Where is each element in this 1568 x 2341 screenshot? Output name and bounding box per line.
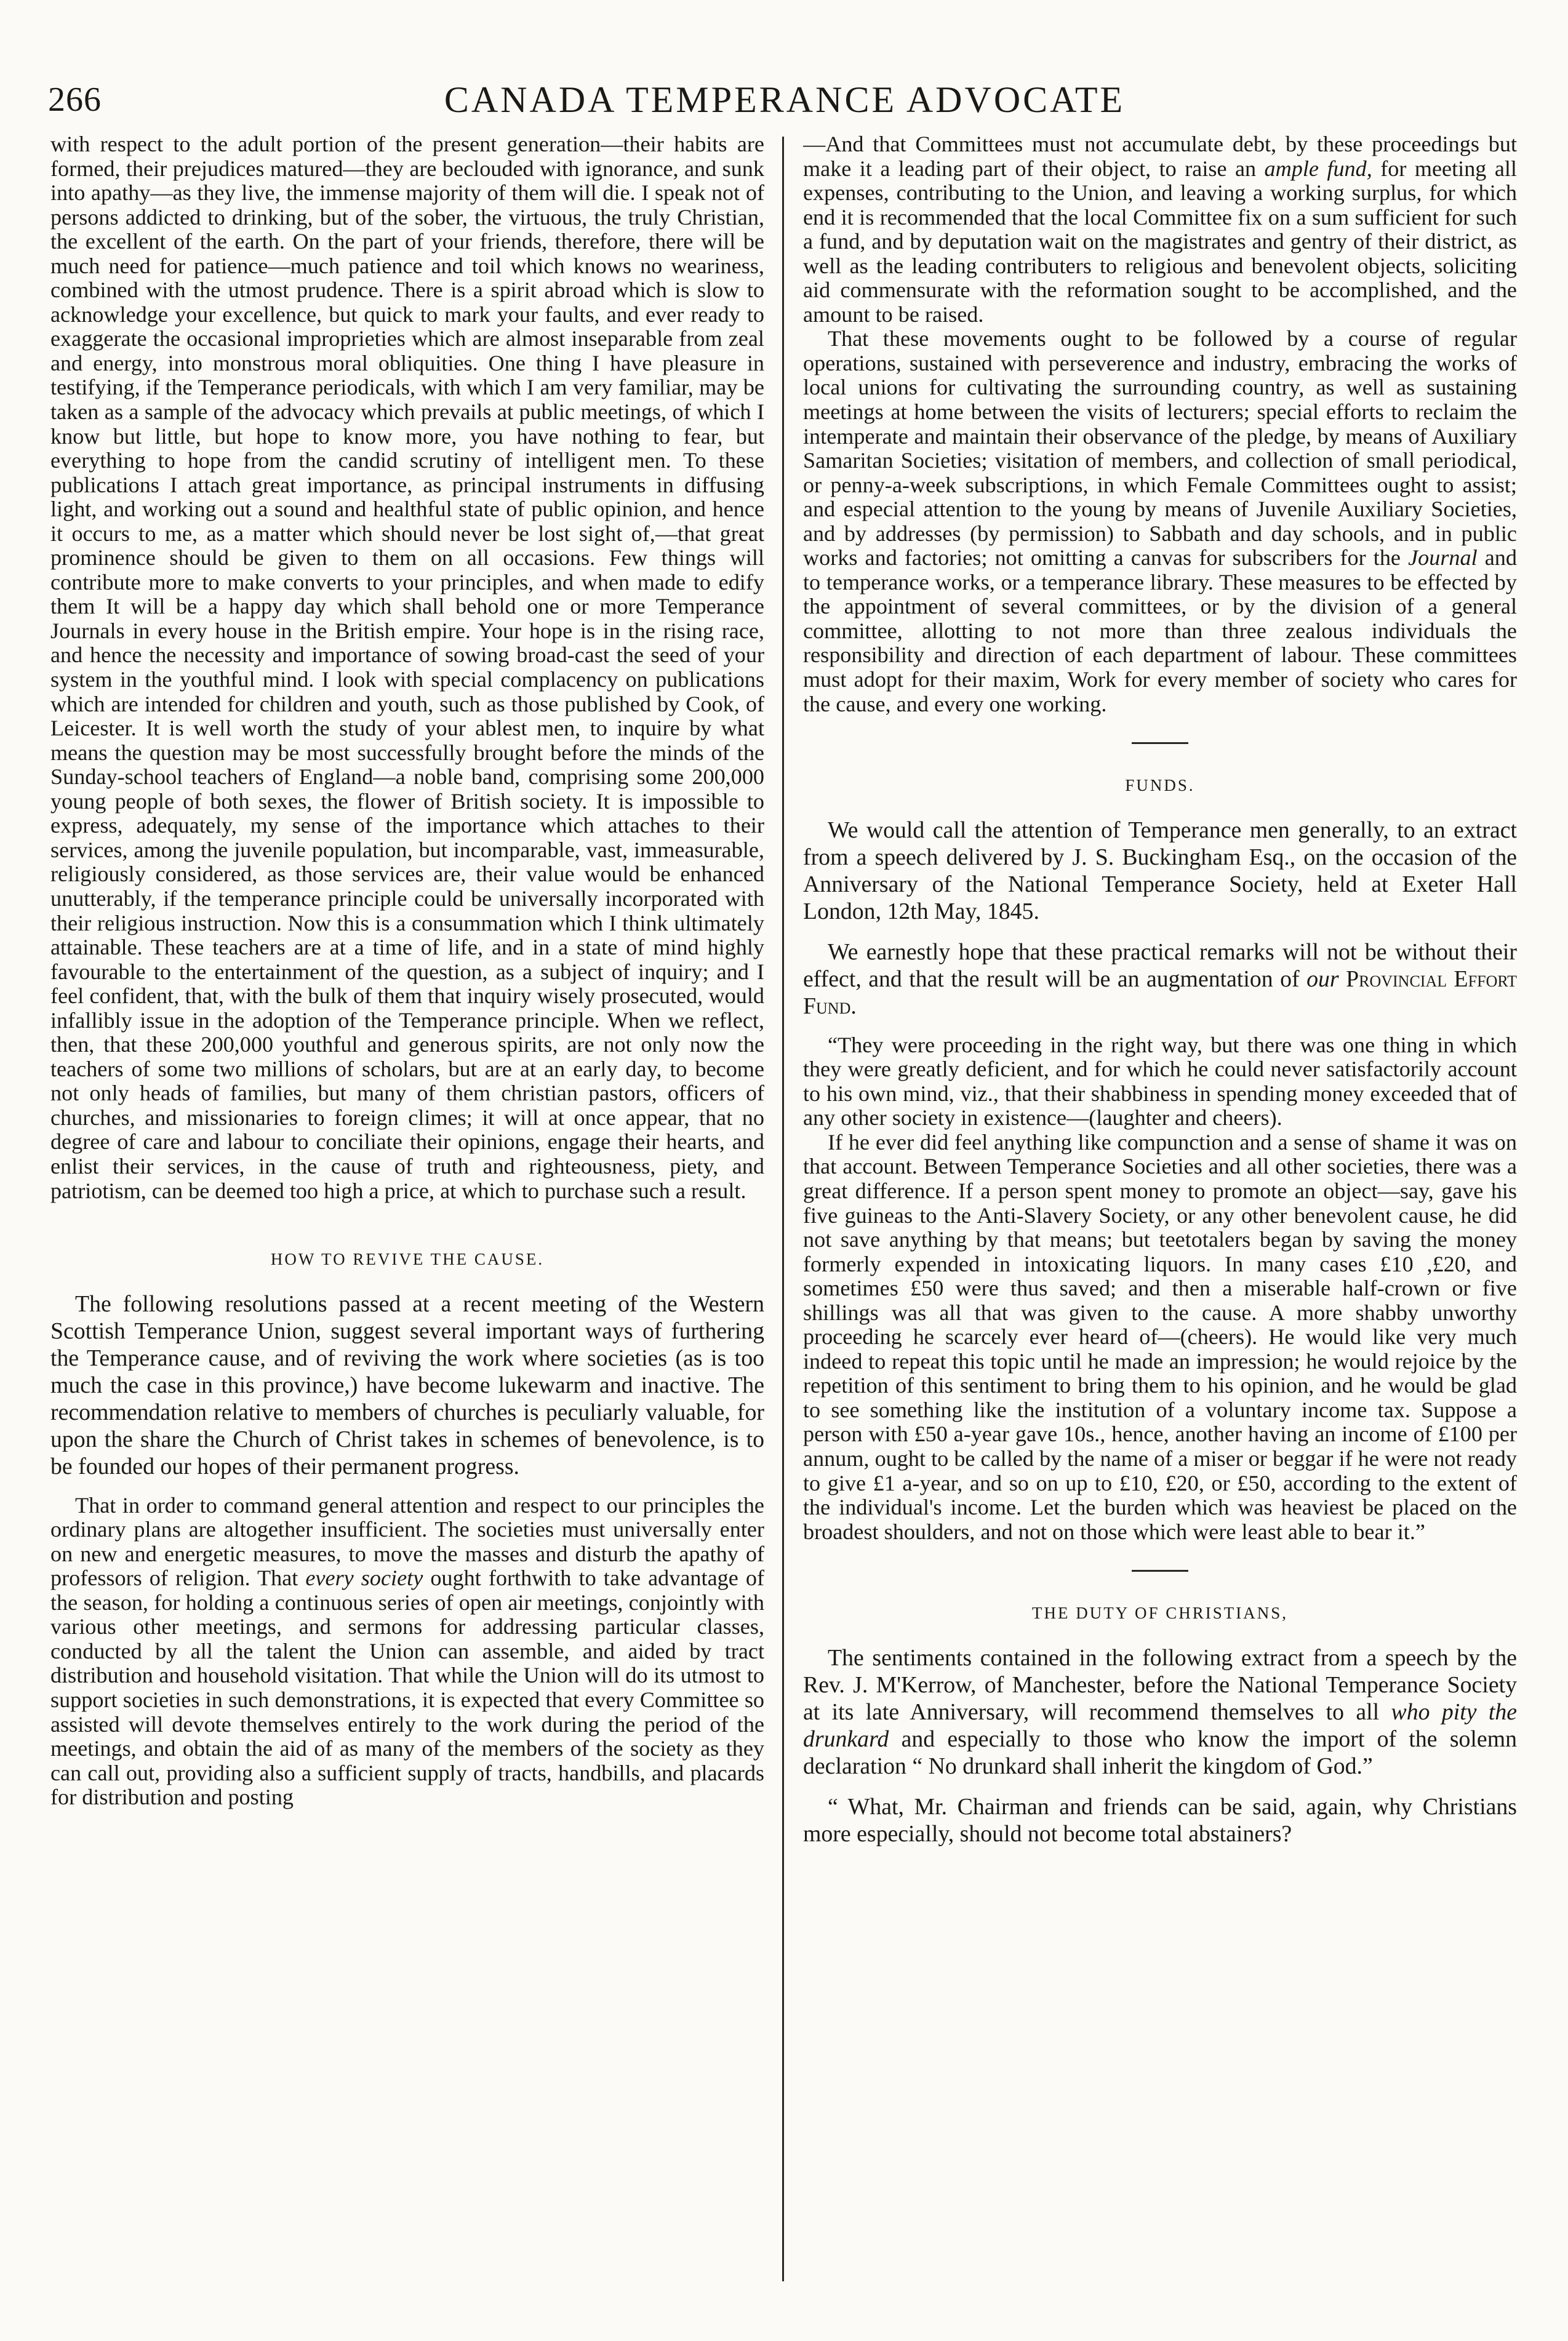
- movements-text-b: and to temperance works, or a temperance library. These measures to be effected by the appointment of several committees, or by the division of a general committee, allotting to not more than three zealous individuals the responsibility and direction of each department of labour. These committees must adopt for their maxim, Work for every member of society who cares for the cause, and every one working.: [803, 545, 1517, 716]
- section-rule: [1132, 742, 1188, 744]
- heading-funds: FUNDS.: [1125, 776, 1195, 795]
- page-header: [43, 73, 1526, 128]
- section-rule: [1132, 1570, 1188, 1572]
- duty-text-a: The sentiments contained in the following extract from a speech by the Rev. J. M'Kerrow, of Manchester, before the National Temperance Society at its late Anniversary, will recommend themselves to all: [803, 1644, 1517, 1725]
- duty-text-b: and especially to those who know the import of the solemn declaration “ No drunkard shall inherit the kingdom of God.”: [803, 1726, 1517, 1779]
- resolution-text-b: ought forthwith to take advantage of the season, for holding a continuous series of open air meetings, conjointly with various other meetings, and sermons for addressing particular classes, conducted by all the talent the Union can assemble, and aided by tract distribution and household visitation. That while the Union will do its utmost to support societies in such demonstrations, it is expected that every Committee so assisted will devote themselves entirely to the work during the period of the meetings, and obtain the aid of as many of the members of the society as they can call out, providing also a sufficient supply of tracts, handbills, and placards for distribution and posting: [50, 1566, 764, 1810]
- revive-intro-paragraph: The following resolutions passed at a recent meeting of the Western Scottish Temperance Union, suggest several important ways of furthering the Temperance cause, and of reviving the work where societies (as is too much the case in this province,) have become lukewarm and inactive. The recommendation relative to members of churches is peculiarly valuable, for upon the share the Church of Christ takes in schemes of benevolence, is to be founded our hopes of their permanent progress.: [50, 1291, 764, 1479]
- resolution-emphasis: every society: [305, 1566, 423, 1591]
- right-column: [803, 132, 1517, 2329]
- funds-hope-text: We earnestly hope that these practical remarks will not be without their effect, and that the result will be an augmentation of: [803, 938, 1517, 992]
- funds-hope-emphasis: our: [1306, 966, 1339, 992]
- funds-intro-paragraph: We would call the attention of Temperance men generally, to an extract from a speech delivered by J. S. Buckingham Esq., on the occasion of the Anniversary of the National Temperance Society, held at Exeter Hall London, 12th May, 1845.: [803, 817, 1517, 924]
- duty-emphasis: who pity the drunkard: [803, 1699, 1517, 1752]
- committees-paragraph: [803, 132, 1517, 327]
- funds-hope-paragraph: [803, 938, 1517, 1020]
- committees-text-b: for meeting all expenses, contributing to the Union, and leaving a working surplus, for which end it is recommended that the local Committee fix on a sum sufficient for such a fund, and by deputation wait on the magistrates and gentry of their district, as well as the leading contributers to religious and benevolent objects, soliciting aid commensurate with the reformation sought to be accomplished, and the amount to be raised.: [803, 156, 1517, 327]
- heading-duty-of-christians: THE DUTY OF CHRISTIANS,: [1031, 1604, 1288, 1623]
- resolution-text-a: That in order to command general attention and respect to our principles the ordinary plans are altogether insufficient. The societies must universally enter on new and energetic measures, to move the masses and disturb the apathy of professors of religion. That: [50, 1492, 764, 1591]
- page-number: 266: [48, 81, 102, 119]
- speech-continuation-paragraph: If he ever did feel anything like compunction and a sense of shame it was on that account. Between Temperance Societies and all other societies, there was a great difference. If a person spent money to promote an object—say, gave his five guineas to the Anti-Slavery Society, or any other benevolent cause, he did not save anything by that means; but teetotalers began by saving the money formerly expended in intoxicating liquors. In many cases £10 ,£20, and sometimes £50 were thus saved; and then a miserable half-crown or five shillings was all that was given to the cause. A more shabby unworthy proceeding he scarcely ever heard of—(cheers). He would like very much indeed to repeat this topic until he made an impression; he would rejoice by the repetition of this sentiment to bring them to his opinion, and he would be glad to see something like the institution of a voluntary income tax. Suppose a person with £50 a-year gave 10s., hence, another having an income of £100 per annum, ought to be called by the name of a miser or beggar if he were not ready to give £1 a-year, and so on up to £10, £20, or £50, according to the extent of the individual's income. Let the burden which was heaviest be placed on the broadest shoulders, and not on those which were least able to bear it.”: [803, 1129, 1517, 1544]
- movements-paragraph: [803, 327, 1517, 716]
- fund-name: Provincial Effort Fund.: [803, 966, 1517, 1019]
- committees-emphasis: ample fund,: [1264, 156, 1372, 181]
- running-title: CANADA TEMPERANCE ADVOCATE: [444, 79, 1126, 120]
- article-continuation-paragraph: with respect to the adult portion of the present generation—their habits are formed, their prejudices matured—they are beclouded with ignorance, and sunk into apathy—as they live, the immense majority of them will die. I speak not of persons addicted to drinking, but of the sober, the virtuous, the truly Christian, the excellent of the earth. On the part of your friends, therefore, there will be much need for patience—much patience and toil which knows no weariness, combined with the utmost prudence. There is a spirit abroad which is slow to acknowledge your excellence, but quick to mark your faults, and ever ready to exaggerate the occasional improprieties which are almost inseparable from zeal and energy, into monstrous moral obliquities. One thing I have pleasure in testifying, if the Temperance periodicals, with which I am very familiar, may be taken as a sample of the advocacy which prevails at public meetings, of which I know but little, but hope to know more, you have nothing to fear, but everything to hope from the candid scrutiny of intelligent men. To these publications I attach great importance, as principal instruments in diffusing light, and working out a sound and healthful state of public opinion, and hence it occurs to me, as a matter which should never be lost sight of,—that great prominence should be given to them on all occasions. Few things will contribute more to make converts to your principles, and when made to edify them It will be a happy day which shall behold one or more Temperance Journals in every house in the British empire. Your hope is in the rising race, and hence the necessity and importance of sowing broad-cast the seed of your system in the youthful mind. I look with special complacency on publications which are intended for children and youth, such as those published by Cook, of Leicester. It is well worth the study of your ablest men, to inquire by what means the question may be most successfully brought before the minds of the Sunday-school teachers of England—a noble band, comprising some 200,000 young people of both sexes, the flower of British society. It is impossible to express, adequately, my sense of the importance which attaches to their services, among the juvenile population, but incomparable, vast, immeasurable, religiously considered, as those services are, their value would be enhanced unutterably, if the temperance principle could be universally incorporated with their religious instruction. Now this is a consummation which I think ultimately attainable. These teachers are at a time of life, and in a state of mind highly favourable to the entertainment of the question, as a subject of inquiry; and I feel confident, that, with the bulk of them that inquiry wisely prosecuted, would infallibly issue in the adoption of the Temperance principle. When we reflect, then, that these 200,000 youthful and generous spirits, are not only now the teachers of some two millions of scholars, but are at an early day, to become not only heads of families, but many of them christian pastors, officers of churches, and missionaries to foreign climes; it will at once appear, that no degree of care and labour to conciliate their opinions, engage their hearts, and enlist their services, in the cause of truth and righteousness, piety, and patriotism, can be deemed too high a price, at which to purchase such a result.: [50, 132, 764, 1203]
- heading-how-to-revive: HOW TO REVIVE THE CAUSE.: [270, 1250, 545, 1269]
- speech-quote-paragraph: “They were proceeding in the right way, but there was one thing in which they were greatly deficient, and for which he could never satisfactorily account to his own mind, viz., that their shabbiness in spending money exceeded that of any other society in existence—(laughter and cheers).: [803, 1032, 1517, 1130]
- duty-quote-paragraph: “ What, Mr. Chairman and friends can be said, again, why Christians more especially, should not become total abstainers?: [803, 1793, 1517, 1847]
- resolution-paragraph: [50, 1494, 764, 1810]
- column-divider: [782, 137, 784, 2281]
- committees-text-a: —And that Committees must not accumulate debt, by these proceedings but make it a leading part of their object, to raise an: [803, 132, 1517, 181]
- movements-emphasis: Journal: [1408, 545, 1478, 570]
- duty-intro-paragraph: [803, 1644, 1517, 1780]
- movements-text-a: That these movements ought to be followed by a course of regular operations, sustained with perseverence and industry, embracing the works of local unions for cultivating the surrounding country, as well as sustaining meetings at home between the visits of lecturers; special efforts to reclaim the intemperate and maintain their observance of the pledge, by means of Auxiliary Samaritan Societies; visitation of members, and collection of small periodical, or penny-a-week subscriptions, in which Female Committees ought to assist; and especial attention to the young by means of Juvenile Auxiliary Societies, and by addresses (by permission) to Sabbath and day schools, and in public works and factories; not omitting a canvas for subscribers for the: [803, 326, 1517, 570]
- left-column: [50, 132, 764, 2329]
